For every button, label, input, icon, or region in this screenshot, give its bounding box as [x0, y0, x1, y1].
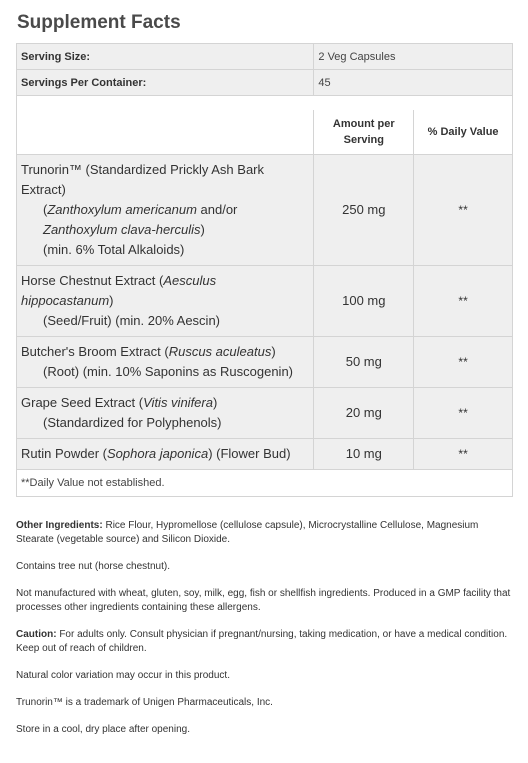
ingredient-text: )	[200, 222, 205, 237]
serving-size-row	[17, 44, 513, 70]
other-ingredients-label: Other Ingredients:	[16, 520, 103, 531]
allergen-note: Not manufactured with wheat, gluten, soy, milk, egg, fish or shellfish ingredients. Produced in a GMP facility that processes other ingredients containing these allergens.	[16, 588, 511, 613]
servings-per-container-value: 45	[314, 70, 513, 96]
ingredient-line: (Root) (min. 10% Saponins as Ruscogenin)	[43, 364, 294, 379]
ingredient-text: Horse Chestnut Extract (	[21, 273, 164, 288]
table-spacer	[17, 96, 513, 111]
ingredient-name	[17, 337, 314, 388]
ingredient-line	[21, 444, 309, 464]
ingredient-line: (Seed/Fruit) (min. 20% Aescin)	[43, 313, 221, 328]
header-amount-per-serving	[314, 110, 414, 155]
serving-size-label: Serving Size:	[17, 44, 314, 70]
ingredient-text: ) (Flower Bud)	[208, 446, 291, 461]
ingredient-latin-name: Aesculus	[163, 273, 217, 288]
ingredient-name	[17, 155, 314, 266]
ingredient-name	[17, 388, 314, 439]
ingredient-amount: 20 mg	[314, 388, 414, 439]
ingredient-line	[21, 220, 309, 240]
other-ingredients-text: Rice Flour, Hypromellose (cellulose capsule), Microcrystalline Cellulose, Magnesium Stearate (vegetable source) and Silicon Dioxide.	[16, 520, 479, 545]
caution-text: For adults only. Consult physician if pregnant/nursing, taking medication, or have a medical condition. Keep out of reach of children.	[16, 629, 508, 654]
ingredient-daily-value: **	[414, 337, 513, 388]
ingredient-amount: 250 mg	[314, 155, 414, 266]
ingredient-text: (	[43, 202, 48, 217]
ingredient-daily-value: **	[414, 439, 513, 470]
table-row	[17, 388, 513, 439]
ingredient-amount: 10 mg	[314, 439, 414, 470]
tree-nut-note: Contains tree nut (horse chestnut).	[16, 561, 170, 572]
ingredient-daily-value: **	[414, 155, 513, 266]
ingredient-daily-value: **	[414, 266, 513, 337]
ingredient-text: Rutin Powder (	[21, 446, 107, 461]
color-variation-note: Natural color variation may occur in this product.	[16, 670, 230, 681]
table-row	[17, 155, 513, 266]
ingredient-line: Trunorin™ (Standardized Prickly Ash Bark	[21, 162, 265, 177]
ingredient-name	[17, 266, 314, 337]
ingredient-text: and/or	[196, 202, 238, 217]
ingredient-text: Butcher's Broom Extract (	[21, 344, 169, 359]
caution-label: Caution:	[16, 629, 57, 640]
ingredient-line: (min. 6% Total Alkaloids)	[43, 242, 185, 257]
ingredient-line	[21, 393, 309, 413]
table-row	[17, 439, 513, 470]
ingredient-line: (Standardized for Polyphenols)	[43, 415, 222, 430]
servings-per-container-row	[17, 70, 513, 96]
ingredient-text: )	[109, 293, 114, 308]
header-blank-cell	[17, 110, 314, 155]
ingredient-latin-name: hippocastanum	[21, 293, 110, 308]
product-notes	[16, 519, 513, 737]
ingredient-line	[21, 291, 309, 311]
ingredient-line: Extract)	[21, 182, 66, 197]
header-amount-line1: Amount per	[332, 118, 395, 130]
supplement-facts-table	[16, 43, 513, 497]
serving-size-value: 2 Veg Capsules	[314, 44, 513, 70]
ingredient-text: )	[212, 395, 218, 410]
ingredient-latin-name: Vitis vinifera	[143, 395, 213, 410]
table-row	[17, 337, 513, 388]
ingredient-text: Grape Seed Extract (	[21, 395, 144, 410]
ingredient-name	[17, 439, 314, 470]
daily-value-footnote: **Daily Value not established.	[17, 470, 513, 497]
header-amount-line2: Serving	[343, 134, 384, 146]
servings-per-container-label: Servings Per Container:	[17, 70, 314, 96]
ingredient-text: )	[271, 344, 276, 359]
table-header-row	[17, 110, 513, 155]
page-title: Supplement Facts	[17, 12, 181, 33]
header-daily-value: % Daily Value	[414, 110, 513, 155]
ingredient-latin-name: Zanthoxylum clava-herculis	[43, 222, 201, 237]
ingredient-amount: 100 mg	[314, 266, 414, 337]
ingredient-latin-name: Zanthoxylum americanum	[47, 202, 197, 217]
ingredient-latin-name: Ruscus aculeatus	[168, 344, 272, 359]
caution-note	[16, 628, 513, 656]
ingredient-line	[21, 200, 309, 220]
trademark-note: Trunorin™ is a trademark of Unigen Pharmaceuticals, Inc.	[16, 697, 273, 708]
table-row	[17, 266, 513, 337]
ingredient-line	[21, 271, 309, 291]
ingredient-line	[21, 342, 309, 362]
ingredient-amount: 50 mg	[314, 337, 414, 388]
other-ingredients	[16, 519, 513, 547]
ingredient-daily-value: **	[414, 388, 513, 439]
ingredient-latin-name: Sophora japonica	[106, 446, 209, 461]
footnote-row	[17, 470, 513, 497]
storage-note: Store in a cool, dry place after opening.	[16, 724, 190, 735]
